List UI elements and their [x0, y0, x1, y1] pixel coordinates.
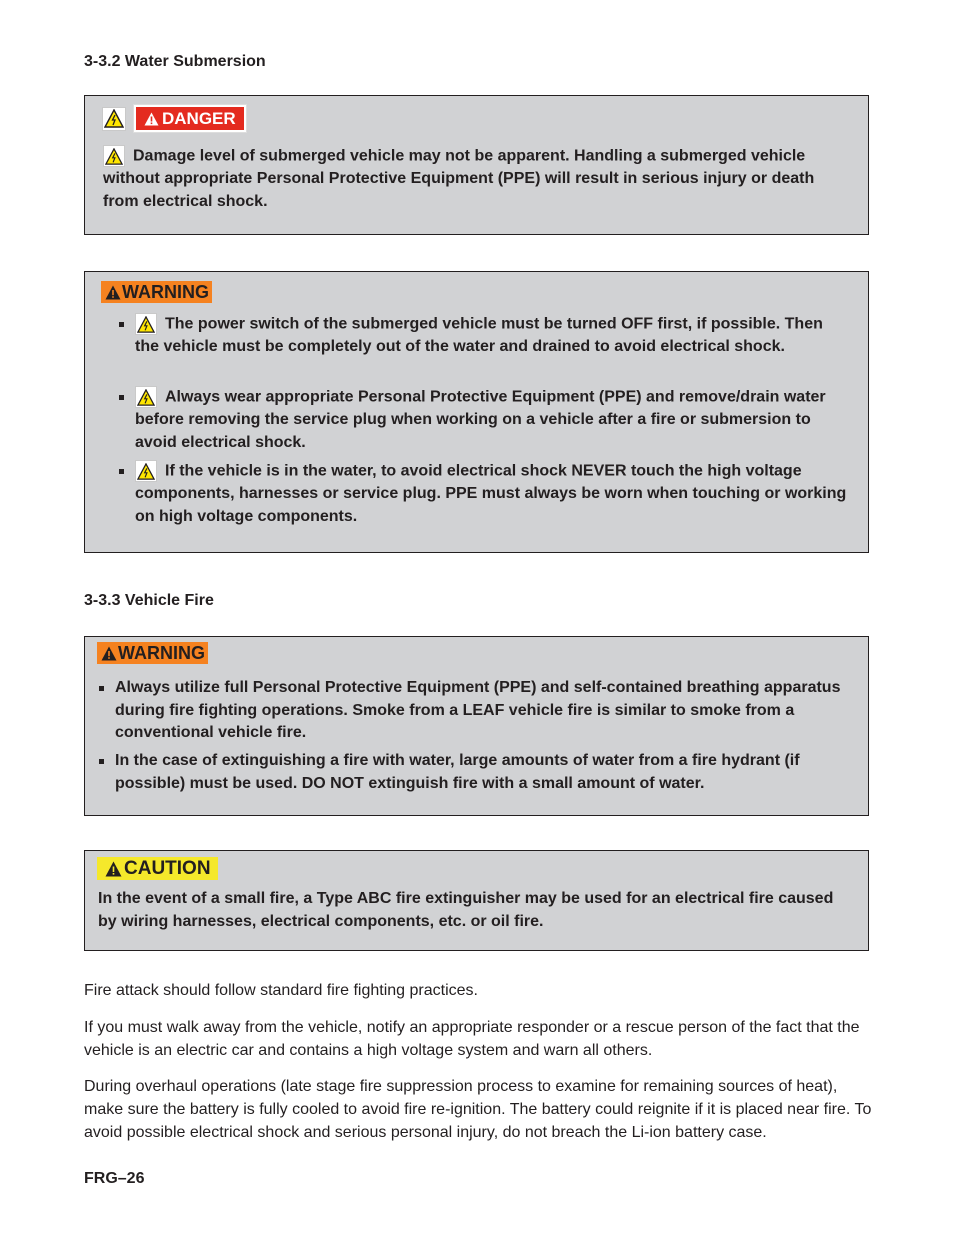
caution-text: In the event of a small fire, a Type ABC fire extinguisher may be used for an electrical fire caused by wiring harnesses, electrical components, etc. or oil fire. [98, 890, 834, 930]
section-heading-water-submersion: 3-3.2 Water Submersion [84, 53, 266, 70]
warning-list-item [115, 677, 850, 745]
danger-text-block [103, 145, 843, 213]
high-voltage-warning-icon [103, 145, 125, 167]
alert-triangle-icon [105, 861, 122, 877]
warning-badge [97, 642, 208, 664]
high-voltage-warning-icon [135, 460, 157, 482]
high-voltage-warning-icon [135, 386, 157, 408]
alert-triangle-icon [101, 646, 117, 661]
high-voltage-warning-icon [135, 313, 157, 335]
warning-list-item [135, 460, 850, 528]
page-number: FRG–26 [84, 1170, 145, 1187]
section-heading-vehicle-fire: 3-3.3 Vehicle Fire [84, 592, 214, 609]
danger-label: DANGER [162, 109, 236, 128]
warning-list-item [135, 386, 850, 454]
alert-triangle-icon [144, 112, 159, 126]
danger-box [84, 95, 869, 235]
body-paragraph: During overhaul operations (late stage fire suppression process to examine for remaining sources of heat), make sure the battery is fully cooled to avoid fire re-ignition. The battery could reignite if it is placed near fire. To avoid possible electrical shock and serious personal injury, do not breach the Li-ion battery case. [84, 1078, 872, 1141]
warning-item-text: Always wear appropriate Personal Protective Equipment (PPE) and remove/drain water before removing the service plug when working on a vehicle after a fire or submersion to avoid electrical shock. [135, 388, 826, 451]
body-paragraph: If you must walk away from the vehicle, notify an appropriate responder or a rescue person of the fact that the vehicle is an electric car and contains a high voltage system and warn all others. [84, 1019, 860, 1059]
warning-badge [101, 281, 212, 303]
warning-list-item [135, 313, 850, 359]
caution-badge [97, 857, 218, 880]
warning-label: WARNING [118, 643, 205, 663]
body-paragraph: Fire attack should follow standard fire fighting practices. [84, 982, 478, 999]
danger-text: Damage level of submerged vehicle may not be apparent. Handling a submerged vehicle without appropriate Personal Protective Equipment (PPE) will result in serious injury or death from electrical shock. [103, 147, 815, 210]
warning-item-text: The power switch of the submerged vehicle must be turned OFF first, if possible. Then the vehicle must be completely out of the water and drained to avoid electrical shock. [135, 315, 823, 355]
warning-item-text: If the vehicle is in the water, to avoid electrical shock NEVER touch the high voltage components, harnesses or service plug. PPE must always be worn when touching or working on high voltage components. [135, 462, 847, 525]
caution-box [84, 850, 869, 951]
warning-box-fire [84, 636, 869, 816]
high-voltage-warning-icon [102, 107, 126, 131]
warning-item-text: Always utilize full Personal Protective Equipment (PPE) and self-contained breathing apparatus during fire fighting operations. Smoke from a LEAF vehicle fire is similar to smoke from a conventional vehicle fire. [115, 679, 841, 741]
warning-label: WARNING [122, 282, 209, 302]
warning-box-submersion [84, 271, 869, 553]
danger-header [102, 105, 246, 132]
warning-item-text: In the case of extinguishing a fire with water, large amounts of water from a fire hydrant (if possible) must be used. DO NOT extinguish fire with a small amount of water. [115, 752, 800, 792]
danger-badge [134, 105, 246, 132]
alert-triangle-icon [105, 285, 121, 300]
warning-list-item [115, 750, 850, 795]
caution-label: CAUTION [124, 858, 211, 879]
